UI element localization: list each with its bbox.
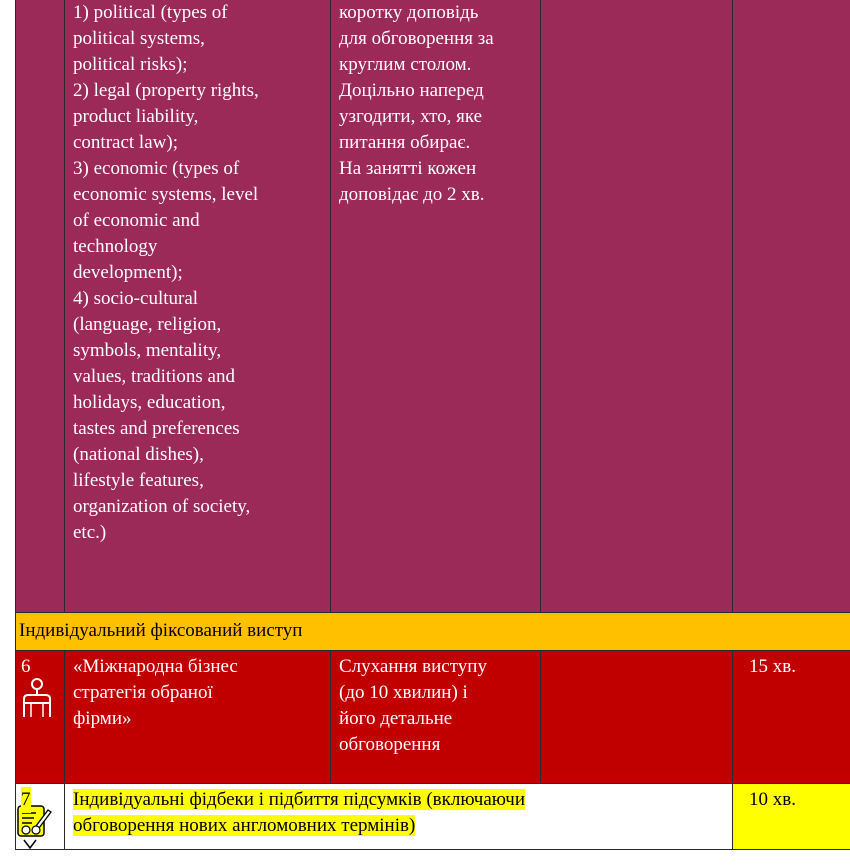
section-header — [16, 613, 850, 651]
text-line: political risks); — [73, 54, 188, 75]
text-line: of economic and — [73, 210, 200, 231]
text-line: development); — [73, 262, 183, 283]
duration-text: 10 хв. — [749, 789, 796, 810]
text-line: contract law); — [73, 132, 178, 153]
resources-cell — [541, 0, 733, 613]
activity-cell — [331, 0, 541, 613]
text-line: 3) economic (types of — [73, 158, 240, 179]
text-line: organization of society, — [73, 496, 251, 517]
row-number: 7 — [21, 787, 31, 813]
number-cell — [16, 651, 65, 784]
text-line: symbols, mentality, — [73, 340, 222, 361]
section-header-row — [16, 613, 850, 651]
text-line: узгодити, хто, яке — [339, 106, 483, 127]
text-line: economic systems, level — [73, 184, 259, 205]
text-line: technology — [73, 236, 158, 257]
text-line: (language, religion, — [73, 314, 222, 335]
text-line: 4) socio-cultural — [73, 288, 199, 309]
text-line: 2) legal (property rights, — [73, 80, 259, 101]
table-row-6 — [16, 651, 850, 784]
text-line: political systems, — [73, 28, 205, 49]
number-cell — [16, 784, 65, 850]
row-number: 6 — [21, 656, 31, 677]
section-header-text: Індивідуальний фіксований виступ — [19, 620, 303, 641]
text-line: На занятті кожен — [339, 158, 477, 179]
text-line: коротку доповідь — [339, 2, 479, 23]
text-line: lifestyle features, — [73, 470, 204, 491]
table-row-7 — [16, 784, 850, 850]
time-cell — [733, 0, 850, 613]
table-row-topics — [16, 0, 850, 613]
text-line: 1) political (types of — [73, 2, 228, 23]
text-line: Слухання виступу — [339, 656, 487, 677]
time-cell — [733, 784, 850, 850]
text-line: для обговорення за — [339, 28, 494, 49]
text-line: його детальне — [339, 708, 453, 729]
summary-cell — [65, 784, 733, 850]
duration-text: 15 хв. — [749, 656, 796, 677]
text-line: фірми» — [73, 708, 132, 729]
activity-cell — [331, 651, 541, 784]
topic-cell — [65, 651, 331, 784]
text-line: Доцільно наперед — [339, 80, 484, 101]
text-line: Індивідуальні фідбеки і підбиття підсумків (включаючи — [73, 789, 525, 810]
text-line: product liability, — [73, 106, 199, 127]
text-line: «Міжнародна бізнес — [73, 656, 238, 677]
number-cell — [16, 0, 65, 613]
text-line: круглим столом. — [339, 54, 472, 75]
text-line: etc.) — [73, 522, 107, 543]
topics-cell — [65, 0, 331, 613]
text-line: доповідає до 2 хв. — [339, 184, 485, 205]
lesson-plan-table — [15, 0, 850, 850]
text-line: обговорення — [339, 734, 441, 755]
resources-cell — [541, 651, 733, 784]
text-line: tastes and preferences — [73, 418, 240, 439]
text-line: holidays, education, — [73, 392, 226, 413]
text-line: питання обирає. — [339, 132, 471, 153]
time-cell — [733, 651, 850, 784]
person-icon — [20, 677, 54, 719]
text-line: (до 10 хвилин) і — [339, 682, 468, 703]
text-line: стратегія обраної — [73, 682, 213, 703]
text-line: values, traditions and — [73, 366, 235, 387]
text-line: обговорення нових англомовних термінів) — [73, 815, 416, 836]
text-line: (national dishes), — [73, 444, 204, 465]
